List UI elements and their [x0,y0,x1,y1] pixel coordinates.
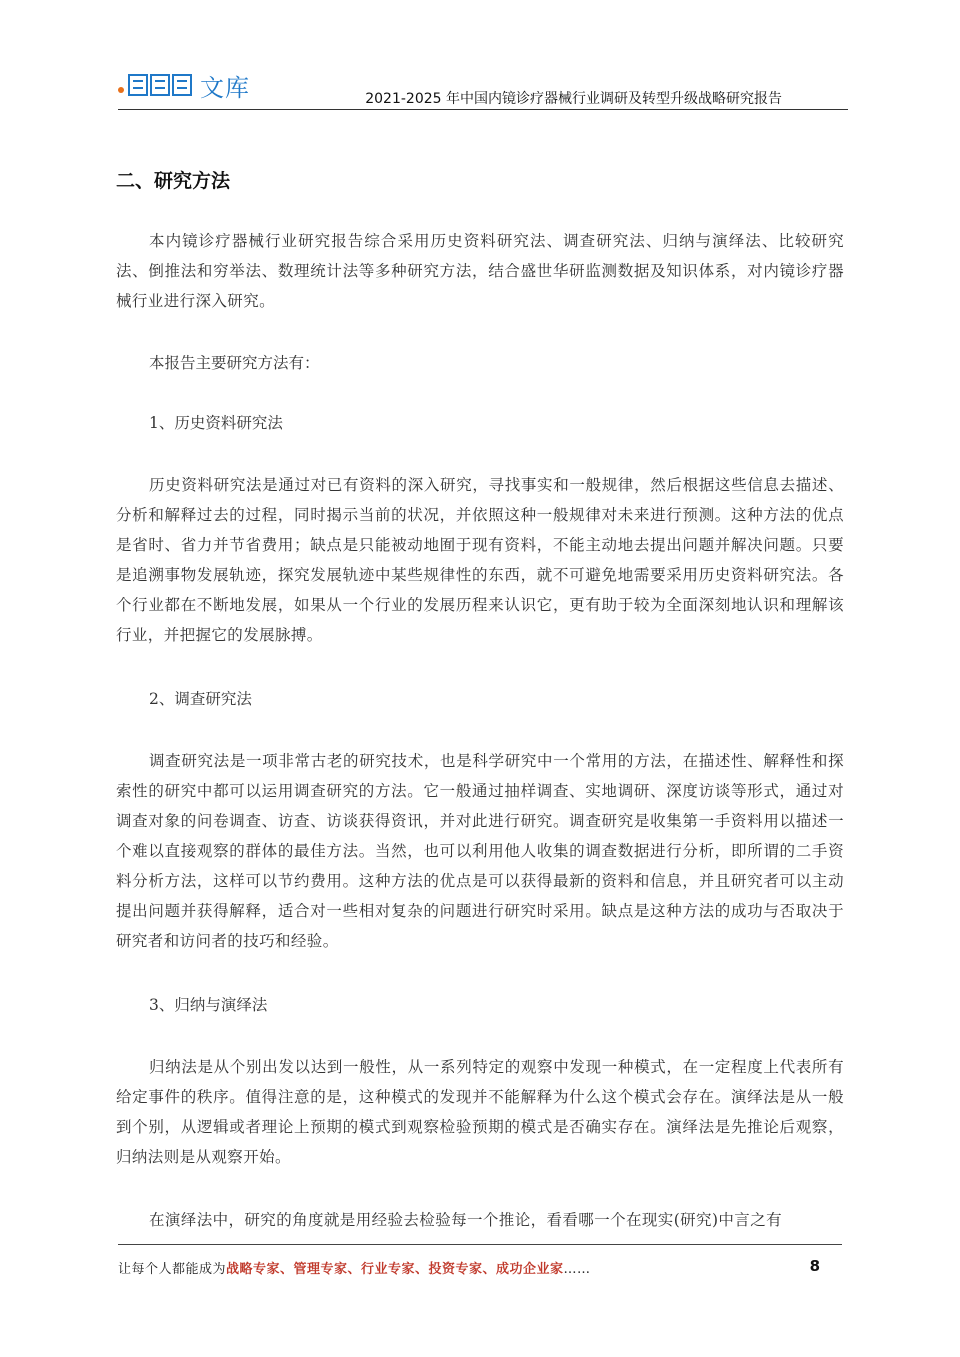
logo-box-icon [128,74,148,96]
slogan-suffix: …… [563,1262,591,1277]
method-3-title: 3、归纳与演绎法 [149,996,268,1014]
method-2-paragraph: 调查研究法是一项非常古老的研究技术，也是科学研究中一个常用的方法，在描述性、解释性和探索性的研究中都可以运用调查研究的方法。它一般通过抽样调查、实地调研、深度访谈等形式，通过对调查对象的问卷调查、访查、访谈获得资讯，并对此进行研究。调查研究是收集第一手资料用以描述一个难以直接观察的群体的最佳方法。当然，也可以利用他人收集的调查数据进行分析，即所谓的二手资料分析方法，这样可以节约费用。这种方法的优点是可以获得最新的资料和信息，并且研究者可以主动提出问题并获得解释，适合对一些相对复杂的问题进行研究时采用。缺点是这种方法的成功与否取决于研究者和访问者的技巧和经验。 [116,752,844,950]
method-3-paragraph: 归纳法是从个别出发以达到一般性，从一系列特定的观察中发现一种模式，在一定程度上代表所有给定事件的秩序。值得注意的是，这种模式的发现并不能解释为什么这个模式会存在。演绎法是从一般到个别，从逻辑或者理论上预期的模式到观察检验预期的模式是否确实存在。演绎法是先推论后观察，归纳法则是从观察开始。 [116,1058,844,1166]
slogan-roles: 战略专家、管理专家、行业专家、投资专家、成功企业家 [226,1262,564,1277]
logo-box-icon [172,74,192,96]
report-title: 2021-2025 年中国内镜诊疗器械行业调研及转型升级战略研究报告 [365,91,782,107]
method-2-title: 2、调查研究法 [149,690,252,708]
intro-paragraph: 本内镜诊疗器械行业研究报告综合采用历史资料研究法、调查研究法、归纳与演绎法、比较研究法、倒推法和穷举法、数理统计法等多种研究方法，结合盛世华研监测数据及知识体系，对内镜诊疗器械行业进行深入研究。 [116,232,844,310]
methods-lead: 本报告主要研究方法有： [149,354,320,372]
page-number: 8 [809,1257,820,1275]
method-1-title: 1、历史资料研究法 [149,414,283,432]
brand-logo [118,70,250,100]
logo-box-icon [150,74,170,96]
method-3-paragraph-continued: 在演绎法中，研究的角度就是用经验去检验每一个推论，看看哪一个在现实(研究)中言之有 [149,1211,782,1229]
logo-dot-icon [118,87,124,93]
slogan-prefix: 让每个人都能成为 [118,1262,227,1277]
header-divider [118,109,848,110]
logo-text: 文库 [200,73,250,102]
page-footer [118,1258,842,1282]
section-heading: 二、研究方法 [116,170,231,192]
footer-divider [118,1244,842,1245]
footer-slogan [118,1258,591,1277]
page-header [118,66,842,106]
method-1-paragraph: 历史资料研究法是通过对已有资料的深入研究，寻找事实和一般规律，然后根据这些信息去描述、分析和解释过去的过程，同时揭示当前的状况，并依照这种一般规律对未来进行预测。这种方法的优点是省时、省力并节省费用；缺点是只能被动地囿于现有资料，不能主动地去提出问题并解决问题。只要是追溯事物发展轨迹，探究发展轨迹中某些规律性的东西，就不可避免地需要采用历史资料研究法。各个行业都在不断地发展，如果从一个行业的发展历程来认识它，更有助于较为全面深刻地认识和理解该行业，并把握它的发展脉搏。 [116,476,844,644]
